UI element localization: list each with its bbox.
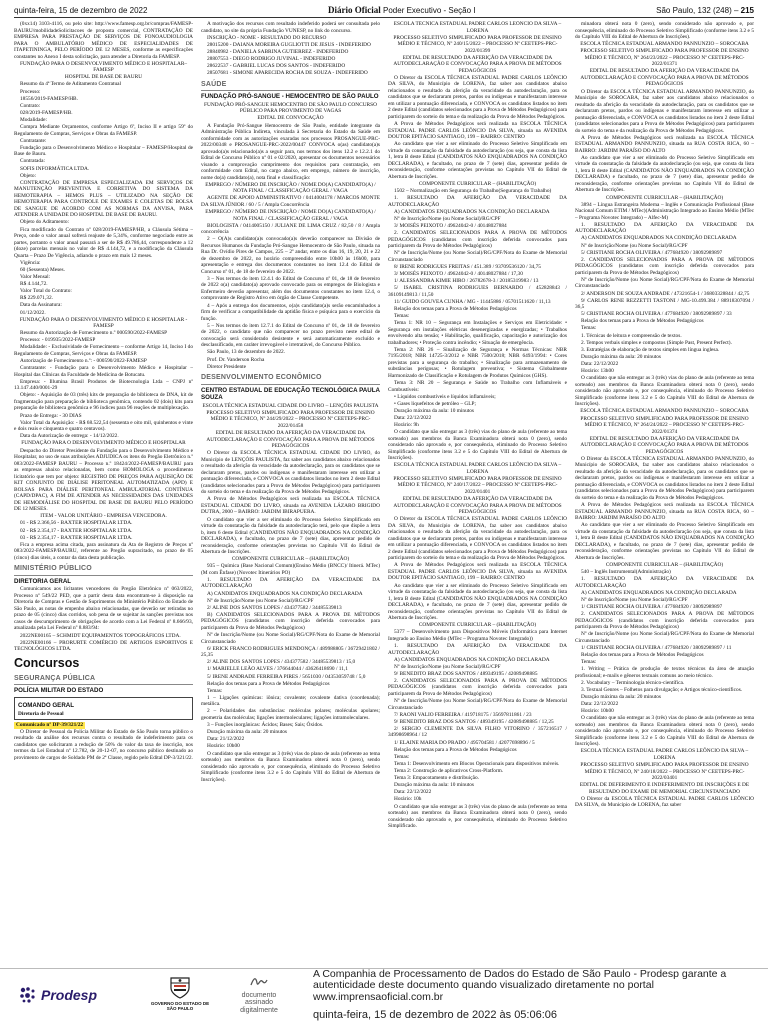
paragraph: AGENTE DE APOIO ADMINISTRATIVO / 0414004178 / MARCOS MONTE DA SILVA JÚNIOR / 60 / 5 / Ampla Concorrência	[201, 195, 380, 208]
paragraph: A motivação dos recursos com resultado indeferido poderá ser consultada pelo candidato, no site da própria Fundação VUNESP, no link do concurso.	[201, 21, 380, 34]
paragraph: FUNDAÇÃO PARA O DESENVOLVIMENTO MÉDICO E HOSPITALAR–FAMESP	[19, 60, 188, 74]
paragraph: Despacho do Diretor Presidente da Fundação para o Desenvolvimento Médico e Hospitalar, no uso de suas atribuições ADJUDICA os itens do Pregão Eletrônico n.º 083/2022-FAMESP BAURU – Processo n.º 18424/2022-FAMESP/BAURU para as empresas abaixo relacionadas, bem como HOMOLOGA o procedimento licitatório que tem por objeto: REGISTRO DE PREÇOS PARA AQUISIÇÃO DE KIT CONJUNTO DE DIÁLISE PERITONEAL AUTOMATIZADA (APD) E BOLSAS PARA DIÁLISE PERITONEAL AMBULATORIAL CONTÍNUA (CAPD/DPAC), A FIM DE ATENDER AS NECESSIDADES DAS UNIDADES DE HEMODIÁLISE DO HOSPITAL DE BASE DE BAURU PELO PERÍODO DE 12 MESES.	[14, 447, 193, 513]
paragraph: 2 – Polaridades das substâncias: moléculas polares; moléculas apolares; geometria das moléculas; ligações intermoleculares; ligações intramoleculares.	[201, 708, 380, 721]
paragraph: 3. Textual Genres – Folhetos para divulgação; e Artigos técnico-científicos.	[581, 686, 743, 693]
paragraph: 1. Writing – Prática de produção de textos técnicos da área de atuação profissional; e-mails e gêneros textuais comuns ao meio técnico.	[575, 666, 754, 679]
paragraph: ESCOLA TÉCNICA ESTADUAL PADRE CARLOS LEÔNCIO DA SILVA – LORENA	[393, 462, 562, 475]
paragraph: SOFIS INFORMÁTICA LTDA.	[20, 165, 90, 172]
paragraph: 28807553 - DIEGO RODRIGO JUVINAL - INDEFERIDO	[207, 55, 336, 62]
paragraph: COMPONENTE CURRICULAR – (HABILITAÇÃO)	[605, 194, 724, 201]
paragraph: A Prova de Métodos Pedagógicos será realizada na ESCOLA TÉCNICA ESTADUAL PADRE CARLOS LEÔNCIO DA SILVA, situada na AVENIDA DOUTOR EPITÁCIO SANTIAGO, 199 – BAIRRO: CENTRO	[388, 562, 567, 582]
paragraph: 5/ CRISTIANE ROCHA OLIVEIRA / 477684920 / 38092989897 / 33	[581, 311, 732, 318]
paragraph: 1. RESULTADO DA AFERIÇÃO DA VERACIDADE DA AUTODECLARAÇÃO	[388, 195, 567, 208]
paragraph: 935 – Química (Base Nacional Comum)(Ensino Médio (BNCC)/ Itinerá. MTec) (M com Ênfase) (Novotec Itinerários PO)	[201, 563, 380, 576]
centro-paula-souza-title: CENTRO ESTADUAL DE EDUCAÇÃO TECNOLÓGICA PAULA SOUZA	[201, 386, 380, 402]
paragraph: Tema 2: NR 26 – Sinalização de Segurança e Normas Técnicas: NBR 7195/2018; NBR 14725-3/2012 e NBR 7500/2018; NBR 6493/1994: • Cores previstas para a segurança do trabalho; • Sinalização para armazenamento de substâncias perigosas; • Rotulagem preventiva; • Sistema Globalmente Harmonizado de Classificação e Rotulagem de Produtos Químicos (GHS).	[388, 346, 567, 379]
paragraph: Objeto: - Aquisição de 03 (três) kits de preparação de biblioteca de DNA, kit de fragmentação para preparação de biblioteca genômica, contendo 02 (dois) kits para preparação de biblioteca genômica e 96 índices para 96 reações de multiplexação.	[14, 392, 193, 412]
comunicado-stamp: Comunicado nº DP-39/321/22	[16, 722, 84, 729]
signature-icon	[250, 975, 268, 989]
paragraph: R$ 229.071,32.	[20, 295, 53, 302]
paragraph: A Fundação Pró-Sangue Hemocentro de São Paulo, entidade integrante da Administração Pública Indireta, vinculada à Secretaria do Estado da Saúde em conformidade com as autorizações exaradas nos processos PROSANGUE-PRC-2022/00348 e PROSANGUE-PRC-2022/00447 CONVOCA o(as) candidato(a)s aprovado(a)s relacionado(a)s a seguir para, nos termos dos itens 12.2 e 12.2.1 do Edital de Concurso Público nº 01 e 02/2020, apresentar os documentos necessários visando a comprovação cumprimento dos requisitos para contratação, em conformidade com Edital, no cargo abaixo, em emprego, número de inscrição, nome do(a) candidato(a), nota final e classificação:	[201, 122, 380, 181]
sp-coat-of-arms-icon	[167, 974, 193, 1000]
paragraph: 28840982 - DANIELA SABRINA GUTIERREZ - INDEFERIDO	[207, 48, 349, 55]
paragraph: EDITAL DE RESULTADO DA AFERIÇÃO DA VERACIDADE DA AUTODECLARAÇÃO E CONVOCAÇÃO PARA A PROVA DE MÉTODOS PEDAGÓGICOS	[580, 68, 749, 88]
paragraph: Relação dos temas para a Prova de Métodos Pedagógicos	[394, 305, 517, 312]
paragraph: O candidato que vier a ser eliminado do Processo Seletivo Simplificado em virtude da constatação da falsidade da autodeclaração terá, pelo que dispõe a letra b, item 6 deste Edital (CANDIDATOS NÃO ENQUADRADOS NA CONDIÇÃO DECLARADA), e facultado, no prazo de 7 (sete) dias, apresentar pedido de reconsideração, conforme orientações previstas no Capítulo VII do Edital de Abertura de Inscrições.	[201, 516, 380, 556]
paragraph: ESCOLA TÉCNICA ESTADUAL PADRE CARLOS LEÔNCIO DA SILVA – LORENA	[580, 748, 749, 761]
paragraph: Nº de Inscrição/Nome (ou Nome Social)/RG/CPF	[394, 663, 501, 670]
paragraph: Processo: - 019935/2022-FAMESP	[20, 337, 96, 344]
paragraph: 3894 – Língua Estrangeira Moderna – Inglês e Comunicação Profissional (Base Nacional Comum ETIM / MTec)(Administração Integrado ao Ensino Médio (MTec – Programa Novotec Integrado) – Alfec-M)	[575, 201, 754, 221]
doc-line2: assinado	[244, 999, 274, 1007]
paragraph: Nº de Inscrição/Nome (ou Nome Social)/RG/CPF/Nota do Exame de Memorial Circunstanciado	[388, 250, 567, 263]
paragraph: São Paulo, 13 de dezembro de 2022.	[207, 349, 286, 356]
paragraph: Tema 3: NR 20 – Segurança e Saúde no Trabalho com Inflamáveis e Combustíveis:	[388, 379, 567, 393]
paragraph: 3. Estratégias de elaboração de textos simples em língua inglesa.	[581, 346, 720, 353]
paragraph: Data: 22/12/2022	[581, 701, 619, 708]
paragraph: Objeto:	[20, 172, 37, 179]
paragraph: 1. Técnicas de leitura e compreensão de textos.	[581, 332, 682, 339]
paragraph: O candidato que não entregar as 3 (três) vias do plano de aula (referente ao tema sorteado) aos membros da Banca Examinadora obterá nota 0 (zero), sendo considerado não aprovado e, por consequência, eliminado do Processo Seletivo Simplificado.	[388, 803, 567, 830]
prodesp-wordmark: Prodesp	[41, 987, 98, 1003]
paragraph: ESCOLA TÉCNICA ESTADUAL CIDADE DO LIVRO – LENÇÓIS PAULISTA	[202, 402, 379, 409]
column-2	[201, 21, 380, 966]
paragraph: A Prova de Métodos Pedagógicos será realizada na ESCOLA TÉCNICA ESTADUAL ARMANDO PANNUNZIO, situada na RUA COSTA RICA, 60 – BAIRRO: JARDIM PARAÍSO DO ALTO	[575, 502, 754, 522]
paragraph: Relação dos temas para a Prova de Métodos Pedagógicos	[207, 680, 330, 687]
paragraph: 5/ CRISTIANE ROCHA OLIVEIRA / 477684920 / 38092989897	[581, 249, 723, 256]
paragraph: O candidato que não entregar as 3 (três) vias do plano de aula (referente ao tema sorteado) aos membros da Banca Examinadora obterá nota 0 (zero), sendo considerado não aprovado e, por consequência, eliminado do Processo Seletivo Simplificado (conforme itens 3.2 e 5 do Capítulo VIII do Edital de Abertura de Inscrições).	[575, 375, 754, 408]
paragraph: Autorização de Fornecimento n.º: - 000590/2022-FAMESP	[20, 358, 147, 365]
paragraph: 1 – Ligações químicas: iônica; covalente; covalente dativa (coordenada); metálica.	[201, 694, 380, 708]
paragraph: O candidato que não entregar as 3 (três) vias do plano de aula (referente ao tema sorteado) aos membros da Banca Examinadora obterá nota 0 (zero), sendo considerado não aprovado e, por consequência, eliminado do Processo Seletivo Simplificado (conforme itens 3.2 e 5 do Capítulo VIII do Edital de Abertura de Inscrições).	[201, 750, 380, 783]
paragraph: Duração máxima da aula: 10 minutos	[394, 782, 474, 789]
paragraph: Data: 22/12/2022	[394, 414, 432, 421]
paragraph: 28622537 - GABRIEL LUCAS DOS SANTOS - INDEFERIDO	[207, 63, 346, 70]
paragraph: Horário: 13h00	[581, 368, 614, 375]
comando-geral-title: COMANDO GERAL	[18, 702, 75, 710]
paragraph: 2. Vocabulary – Terminologia técnico-científica.	[581, 679, 685, 686]
paragraph: COMPONENTE CURRICULAR – (HABILITAÇÃO)	[418, 622, 537, 629]
paragraph: EDITAL DE RESULTADO DA AFERIÇÃO DA VERACIDADE DA AUTODECLARAÇÃO E CONVOCAÇÃO PARA A PROVA DE MÉTODOS PEDAGÓGICOS	[580, 435, 749, 455]
paragraph: O candidato que não entregar as 3 (três) vias do plano de aula (referente ao tema sorteado) aos membros da Banca Examinadora obterá nota 0 (zero), sendo considerado não aprovado e, por consequência, eliminado do Processo Seletivo Simplificado (conforme itens 3.2 e 5 do Capítulo VIII do Edital de Abertura de Inscrições).	[575, 715, 754, 748]
paragraph: 5377 – Desenvolvimento para Dispositivos Móveis (Informática para Internet Integrado ao Ensino Médio (MTec – Programa Novotec Integrado))	[388, 629, 567, 642]
paragraph: EDITAL DE CONVOCAÇÃO	[257, 115, 324, 122]
header-date: quinta-feira, 15 de dezembro de 2022	[14, 5, 148, 15]
paragraph: Duração máxima da aula: 10 minutos	[394, 407, 474, 414]
column-3-body	[388, 21, 567, 830]
paragraph: ITEM - VALOR UNITÁRIO - EMPRESA VENCEDORA.	[40, 513, 167, 520]
paragraph: 2. Tempos verbais simples e compostos (Simple Past, Present Perfect).	[581, 339, 732, 346]
paragraph: Prof. Dr. Vanderson Rocha	[207, 356, 265, 363]
column-4-body	[575, 21, 754, 809]
paragraph: 2/ ALINE DOS SANTOS LOPES / 434377582 / 34485539813	[207, 604, 342, 611]
paragraph: COMPONENTE CURRICULAR – (HABILITAÇÃO)	[605, 561, 724, 568]
page-number: 215	[740, 5, 754, 15]
paragraph: Temas:	[394, 753, 410, 760]
paragraph: Comunicamos aos licitantes vencedores do Pregão Eletrônico nº 063/2022, Processo nº 549/22 PED, que a partir desta data encontram-se à disposição na Diretoria de Compras e Gestão de Suprimentos do Ministério Público do Estado de São Paulo, as notas de empenho abaixo relacionadas, que deverão ser retiradas no prazo de 05 (cinco) dias corridos, sob pena de se sujeitar às sanções previstas nos casos de descumprimento de obrigações de acordo com a Lei Federal nº 8.666/93, atualizada pela Lei Federal nº 8.883/94:	[14, 586, 193, 632]
paragraph: BIOLOGISTA / 0414005150 / JULIANE DE LIMA CRUZ / 82,50 / 8 / Ampla concorrência	[201, 222, 380, 236]
paragraph: PROCESSO SELETIVO SIMPLIFICADO PARA PROFESSOR DE ENSINO MÉDIO E TÉCNICO, Nº 240/18/2022 – PROCESSO Nº CEETEPS-PRC-2022/03401	[580, 762, 749, 782]
paragraph: Tema 2: Construção de aplicativos Cross-Platform.	[394, 768, 504, 774]
paragraph: O candidato que não entregar as 3 (três) vias do plano de aula (referente ao tema sorteado) aos membros da Banca Examinadora obterá nota 0 (zero), sendo considerado não aprovado e, por consequência, eliminado do Processo Seletivo Simplificado (conforme itens 3.2 e 5 do Capítulo VIII do Edital de Abertura de Inscrições).	[388, 429, 567, 462]
paragraph: 2/ SERGIO CLEMENTE DA SILVA FILHO VITORINO / 357216517 / 34998698964 / 12	[388, 725, 567, 739]
paragraph: FUNDAÇÃO PARA O DESENVOLVIMENTO MÉDICO E HOSPITALAR	[21, 440, 186, 447]
paragraph: EDITAL DE RESULTADO DA AFERIÇÃO DA VERACIDADE DA AUTODECLARAÇÃO E CONVOCAÇÃO PARA A PROVA DE MÉTODOS PEDAGÓGICOS	[393, 54, 562, 74]
paragraph: 1/ MARIELLE LEÃO ALVES / 376644044 / 43626418690 / 11,1	[207, 666, 348, 673]
paragraph: 3/ MOISÉS PEIXOTO / 49624042-0 / 40148027884	[394, 223, 507, 229]
paragraph: Nº de Inscrição/Nome (ou Nome Social)/RG/CPF/Nota do Exame de Memorial Circunstanciado	[575, 631, 754, 644]
paragraph: COMPONENTE CURRICULAR – (HABILITAÇÃO)	[231, 556, 350, 563]
paragraph: Data da Autorização de entrega: - 14/12/2022.	[20, 433, 119, 440]
paragraph: Tema 3: Empacotamento e distribuição.	[394, 775, 479, 782]
paragraph: EDITAL DE RESULTADO DA AFERIÇÃO DA VERACIDADE DA AUTODECLARAÇÃO E CONVOCAÇÃO PARA A PROVA DE MÉTODOS PEDAGÓGICOS	[393, 496, 562, 516]
paragraph: Modalidade: - Exclusividade de Fornecimento – conforme Artigo 14, Inciso I do Regulamento de Compras, Serviços e Obras da FAMESP.	[14, 344, 193, 357]
prodesp-logo	[18, 985, 97, 1005]
paragraph: B) CANDIDATOS SELECIONADOS PARA A PROVA DE MÉTODOS PEDAGÓGICOS (candidatos com inscrição deferida convocados para participarem da Prova de Métodos Pedagógicos)	[201, 611, 380, 631]
paragraph: Duração máxima da aula: 20 minutos	[207, 729, 287, 736]
paragraph: 18556/2019-FAMESP/HB.	[20, 95, 78, 102]
section-desenvolvimento-economico: DESENVOLVIMENTO ECONÔMICO	[201, 374, 380, 385]
diretoria-geral-body	[14, 586, 193, 652]
paragraph: 3/ MOISÉS PEIXOTO / 49624042-0 / 40148027884 / 17,30	[394, 270, 523, 277]
comando-geral-box	[14, 697, 193, 720]
paragraph: 1/ CRISTIANE ROCHA OLIVEIRA / 477684920 / 38092989897	[581, 603, 723, 610]
section-ministerio-publico: MINISTÉRIO PÚBLICO	[14, 565, 193, 576]
doc-line1: documento	[241, 991, 277, 999]
paragraph: Valor Total da Aquisição: - R$ 68.522,54 (sessenta e oito mil, quinhentos e vinte e dois reais e cinquenta e quatro centavos).	[14, 419, 193, 433]
paragraph: PROCESSO SELETIVO SIMPLIFICADO PARA PROFESSOR DE ENSINO MÉDIO E TÉCNICO, Nº 264/23/2022 – PROCESSO Nº CEETEPS-PRC-2022/01371	[580, 48, 749, 68]
paragraph: Fica modificado do Contrato nº 028/2019-FAMESP/HB, a Cláusula Sétima – Preço, onde o valor anual sofrerá reajuste de 5,34%, conforme negociado entre as partes, portanto o valor anual passará a ser de R$ 49.786,44, correspondente a 12 (doze) parcelas mensais no valor de R$ 4.144,72, e a modificação da Cláusula Quarta – Prazo De Vigência, adiando o prazo em mais 12 meses.	[14, 226, 193, 259]
paragraph: Compra Mediante Orçamentos, conforme Artigo 6º, Inciso II e artigo 59º do Regulamento de Compras, Serviços e Obras da FAMESP.	[14, 124, 193, 137]
paragraph: ESCOLA TÉCNICA ESTADUAL PADRE CARLOS LEÔNCIO DA SILVA – LORENA	[393, 21, 562, 34]
paragraph: EMPREGO / NÚMERO DE INSCRIÇÃO / NOME DO(A) CANDIDATO(A) / NOTA FINAL / CLASSIFICAÇÃO GERAL / VAGA	[205, 209, 376, 222]
paragraph: 540 – Inglês Instrumental(Administração)	[581, 568, 671, 575]
journal-title: Diário Oficial	[328, 5, 381, 15]
paragraph: Processo:	[20, 88, 41, 95]
paragraph: 5 – Nos termos do item 12.7.1 do Edital de Concurso nº 01, de 18 de fevereiro de 2022, o candidato que não comparecer no prazo previsto neste edital de convocação será considerado desistente e será automaticamente excluído e desclassificado, em caráter irrevogável e irretratável, do Concurso Público.	[201, 322, 380, 349]
paragraph: O Diretor da ESCOLA TÉCNICA ESTADUAL CIDADE DO LIVRO, do Município de LENÇÓIS PAULISTA, faz saber aos candidatos abaixo relacionados o resultado da aferição da veracidade da autodeclaração, para os candidatos que se declararam pretos, pardos ou indígenas e manifestaram interesse em utilizar a pontuação diferenciada, e CONVOCA os candidatos listados no item 2 deste Edital (candidatos selecionados para a Prova de Métodos Pedagógicos) para participarem do sorteio do tema e da realização da Prova de Métodos Pedagógicos.	[201, 450, 380, 496]
paragraph: 2. CANDIDATOS SELECIONADOS PARA A PROVA DE MÉTODOS PEDAGÓGICOS (candidatos com inscrição deferida convocados para participarem da Prova de Métodos Pedagógicos)	[388, 230, 567, 250]
paragraph: 7/ RAONI VALIO FERREIRA / 419718175 / 35697811861 / 23	[394, 711, 532, 718]
header-right	[656, 6, 754, 15]
paragraph: O Diretor da ESCOLA TÉCNICA ESTADUAL ARMANDO PANNUNZIO, do Município de SOROCABA, faz saber aos candidatos abaixo relacionados o resultado da aferição da veracidade da autodeclaração, para os candidatos que se declararam pretos, pardos ou indígenas e manifestaram interesse em utilizar a pontuação diferenciada, e CONVOCA os candidatos listados no item 2 deste Edital (candidatos selecionados para a Prova de Métodos Pedagógicos) para participarem do sorteio do tema e da realização da Prova de Métodos Pedagógicos.	[575, 88, 754, 134]
governo-sp-text: GOVERNO DO ESTADO DE SÃO PAULO	[150, 1000, 210, 1011]
paragraph: 1/ CRISTIANE ROCHA OLIVEIRA / 477684920 / 38092989897 / 11	[581, 644, 732, 651]
paragraph: O Diretor da ESCOLA TÉCNICA ESTADUAL PADRE CARLOS LEÔNCIO DA SILVA, do Município de LORENA, faz saber aos candidatos abaixo relacionados o resultado da aferição da veracidade da autodeclaração, para os candidatos que se declararam pretos, pardos ou indígenas e manifestaram interesse em utilizar a pontuação diferenciada, e CONVOCA os candidatos listados no item 2 deste Edital (candidatos selecionados para a Prova de Métodos Pedagógicos) para participarem do sorteio do tema e da realização da Prova de Métodos Pedagógicos.	[388, 516, 567, 562]
paragraph: 1. RESULTADO DA AFERIÇÃO DA VERACIDADE DA AUTODECLARAÇÃO	[201, 576, 380, 590]
paragraph: Horário: 9h	[394, 422, 419, 429]
paragraph: O Diretor da ESCOLA TÉCNICA ESTADUAL ARMANDO PANNUNZIO, do Município de SOROCABA, faz saber aos candidatos abaixo relacionados o resultado da aferição da veracidade da autodeclaração, para os candidatos que se declararam pretos, pardos ou indígenas e manifestaram interesse em utilizar a pontuação diferenciada, e CONVOCA os candidatos listados no item 2 deste Edital (candidatos selecionados para a Prova de Métodos Pedagógicos) para participarem do sorteio do tema e da realização da Prova de Métodos Pedagógicos.	[575, 455, 754, 501]
paragraph: EMPREGO / NÚMERO DE INSCRIÇÃO / NOME DO(A) CANDIDATO(A) / NOTA FINAL / CLASSIFICAÇÃO GERAL / VAGA	[205, 181, 376, 195]
paragraph: R$ 4.144,72.	[20, 281, 48, 288]
paragraph: Horário: 10h	[394, 796, 422, 803]
paragraph: A) CANDIDATOS ENQUADRADOS NA CONDIÇÃO DECLARADA	[207, 590, 363, 597]
paragraph: 1/ ALESSANDRA KIMIE HIRO / 26782678-3 / 20185319983 / 13	[394, 278, 539, 285]
paragraph: 02 - R$ 2.354,17 - BAXTER HOSPITALAR LTDA.	[20, 527, 133, 534]
paragraph: PROCESSO SELETIVO SIMPLIFICADO PARA PROFESSOR DE ENSINO MÉDIO E TÉCNICO, Nº 240/17/2022 – PROCESSO Nº CEETEPS-PRC-2022/01401	[393, 475, 562, 495]
paragraph: (0xx14) 3103-4116, ou pelo site: http://www.famesp.org.br/compras/FAMESP-BAURU/mobilidadeSolicitacoes de proposta comercial, CONTRATAÇÃO DE EMPRESA PARA PRESTAÇÃO DE SERVIÇOS DE FONOAUDIOLOGIA PARA O AMBULATÓRIO MÉDICO DE ESPECIALIDADES DE ITAPETININGA, PELO PERÍODO DE 12 MESES, conforme as especificações constantes no Anexo I desta solicitação, para atender a Diretoria da FAMESP.	[14, 21, 193, 60]
paragraph: Temas:	[394, 313, 410, 320]
paragraph: COMPONENTE CURRICULAR – (HABILITAÇÃO)	[418, 180, 537, 187]
paragraph: 5/ IRENE ANDRADE FERREIRA PIRES / 5651030 / 04353059748 / 5,0	[207, 673, 366, 680]
page-header	[14, 3, 754, 18]
diretoria-geral-title: DIRETORIA GERAL	[14, 577, 72, 585]
paragraph: 1. RESULTADO DA AFERIÇÃO DA VERACIDADE DA AUTODECLARAÇÃO	[388, 643, 567, 656]
comunicado-text: O Diretor de Pessoal da Polícia Militar do Estado de São Paulo torna público o resultado da análise dos recursos contra o resultado de indeferimento para os candidatos que solicitaram a redução de 50% do valor da taxa de inscrição, nos termos da Lei Estadual nº 12.782, de 20-12-07, no concurso público destinado ao provimento de cargos de Soldado PM de 2ª Classe, regido pelo Edital DP-3/321/22.	[14, 728, 193, 761]
prodesp-mark-icon	[18, 985, 38, 1005]
paragraph: 028/2019-FAMESP/HB.	[20, 109, 73, 116]
concursos-heading: Concursos	[14, 655, 80, 670]
paragraph: 1. RESULTADO DA AFERIÇÃO DA VERACIDADE DA AUTODECLARAÇÃO	[575, 576, 754, 589]
paragraph: 2022NE00165 – SCHMIDT EQUIPAMENTOS TOPOGRÁFICOS LTDA.	[20, 632, 181, 639]
paragraph: 2022NE00166 – PRORURTE COMÉRCIO DE ARTIGOS ESPORTIVOS E TECNOLÓGICOS LTDA.	[14, 639, 193, 653]
diretoria-pessoal: Diretoria de Pessoal	[18, 710, 64, 717]
paragraph: 03 - R$ 2.354,17 - BAXTER HOSPITALAR LTDA.	[20, 534, 133, 541]
paragraph: Fundação para o Desenvolvimento Médico e Hospitalar – FAMESP/Hospital de Base de Bauru.	[14, 144, 193, 158]
paragraph: 6/ ERICK FRANCO RODRIGUES MENDONÇA / 489988805 / 36729421802 / 25,35	[201, 645, 380, 659]
paragraph: A) CANDIDATOS ENQUADRADOS NA CONDIÇÃO DECLARADA	[581, 589, 737, 596]
paragraph: ESCOLA TÉCNICA ESTADUAL ARMANDO PANNUNZIO – SOROCABA	[580, 408, 749, 415]
paragraph: Nº de Inscrição/Nome (ou Nome Social)/RG/CPF	[581, 596, 688, 603]
paragraph: Empresa: - Illumina Brasil Produtos de Biotecnologia Ltda – CNPJ nº 13.147.440/0001-29	[14, 378, 193, 392]
section-seguranca-publica: SEGURANÇA PÚBLICA	[14, 675, 193, 686]
paragraph: Nº de Inscrição/Nome (ou Nome Social)/RG/CPF/Nota do Exame de Memorial Circunstanciado	[388, 698, 567, 711]
column-2-body	[201, 21, 380, 77]
paragraph: 8/ IRENE RODRIGUES FREITAS / 451.389 / 93709536120 / 34,75	[394, 263, 541, 270]
paragraph: 60 (Sessenta) Meses.	[20, 266, 65, 273]
paragraph: 2. CANDIDATOS SELECIONADOS PARA A PROVA DE MÉTODOS PEDAGÓGICOS (candidatos com inscrição deferida convocados para participarem da Prova de Métodos Pedagógicos)	[575, 256, 754, 276]
paragraph: PROCESSO SELETIVO SIMPLIFICADO PARA PROFESSOR DE ENSINO MÉDIO E TÉCNICO, Nº 240/15/2022 – PROCESSO Nº CEETEPS-PRC-2022/01399	[393, 34, 562, 54]
paragraph: Ao candidato que vier a ser eliminado do Processo Seletivo Simplificado em virtude da constatação da falsidade da autodeclaração (ou seja, que consta da lista 1, letra B deste Edital (CANDIDATOS NÃO ENQUADRADOS NA CONDIÇÃO DECLARADA), e facultado, no prazo de 7 (sete) dias, apresentar pedido de reconsideração, conforme orientações previstas no Capítulo VII do Edital de Abertura de Inscrições.	[575, 522, 754, 561]
paragraph: Prazo de Entrega: - 30 DIAS	[20, 412, 82, 419]
footer-timestamp: quinta-feira, 15 de dezembro de 2022 às 05:06:06	[313, 1009, 558, 1021]
paragraph: Horário: 10h00	[581, 708, 614, 715]
authenticity-notice: A Companhia de Processamento de Dados do Estado de São Paulo - Prodesp garante a autenticidade deste documento quando visualizado diretamente no portal www.imprensaoficial.com.br	[313, 968, 727, 1003]
paragraph: 1/ ELAINE MARIA DO PRADO / 495704581 / 42077698896 / 5	[394, 739, 535, 746]
paragraph: PROCESSO SELETIVO SIMPLIFICADO PARA PROFESSOR DE ENSINO MÉDIO E TÉCNICO, Nº 264/24/2022 – PROCESSO Nº CEETEPS-PRC-2022/01374	[580, 415, 749, 435]
paragraph: 1. RESULTADO DA AFERIÇÃO DA VERACIDADE DA AUTODECLARAÇÃO	[575, 221, 754, 235]
paragraph: Nº de Inscrição/Nome (ou Nome Social)/RG/CPF	[207, 597, 314, 604]
paragraph: FUNDAÇÃO PARA O DESENVOLVIMENTO MÉDICO E HOSPITALAR - FAMESP	[19, 316, 188, 330]
paragraph: A Prova de Métodos Pedagógicos será realizada na ESCOLA TÉCNICA ESTADUAL CIDADE DO LIVRO, situada na AVENIDA LÁZARO BRIGIDO DUTRA, 2000 – BAIRRO: JARDIM IBIRAPUERA.	[201, 496, 380, 516]
paragraph: Nº de Inscrição/Nome (ou Nome Social)/RG/CPF/Nota do Exame de Memorial Circunstanciado	[575, 276, 754, 290]
paragraph: 5/ ISABEL CRISTINA RODRIGUES BERNARDO / 452828843 / 36109149813 / 11,50	[388, 285, 567, 298]
paragraph: Nº de Inscrição/Nome (ou Nome Social)/RG/CPF	[581, 242, 688, 249]
paragraph: • Gases liquefeitos de petróleo – GLP;	[394, 400, 477, 407]
doc-line3: digitalmente	[240, 1007, 278, 1015]
paragraph: Contrato:	[20, 102, 41, 109]
paragraph: Relação dos temas para a Prova de Métodos Pedagógicos	[394, 746, 517, 753]
column-4	[575, 21, 754, 966]
paragraph: ESCOLA TÉCNICA ESTADUAL ARMANDO PANNUNZIO – SOROCABA	[580, 41, 749, 48]
header-volume: São Paulo, 132 (248) –	[656, 5, 741, 15]
paragraph: O Diretor da ESCOLA TÉCNICA ESTADUAL PADRE CARLOS LEÔNCIO DA SILVA, do Município de LORENA, faz saber	[575, 795, 754, 809]
paragraph: 11/ GUIDO GOUVEA CUNHA / MG - 11445886 / 05701511620 / 11,13	[394, 298, 551, 305]
paragraph: Data: 22/12/2022	[394, 789, 432, 796]
paragraph: Contratante:	[20, 137, 47, 144]
paragraph: 2/ ANDERSON DE SOUZA ANDRADE / 47321654-1 / 36803328844 / 42,75	[581, 290, 750, 297]
column-1	[14, 21, 193, 966]
paragraph: 2. CANDIDATOS SELECIONADOS PARA A PROVA DE MÉTODOS PEDAGÓGICOS (candidatos com inscrição deferida convocados para participarem da Prova de Métodos Pedagógicos)	[388, 677, 567, 697]
paragraph: 9/ BENEDITO BRAZ DOS SANTOS / 489349195 / 42089498885	[394, 670, 538, 677]
columns	[14, 21, 754, 966]
paragraph: Temas:	[581, 325, 597, 332]
paragraph: A) CANDIDATOS ENQUADRADOS NA CONDIÇÃO DECLARADA	[581, 235, 737, 242]
paragraph: Data: 21/12/2022	[207, 736, 245, 743]
governo-sp-logo	[148, 974, 212, 1012]
paragraph: A) CANDIDATOS ENQUADRADOS NA CONDIÇÃO DECLARADA	[394, 208, 550, 215]
section-saude: SAÚDE	[201, 81, 380, 92]
header-journal	[328, 5, 475, 15]
paragraph: 2. CANDIDATOS SELECIONADOS PARA A PROVA DE MÉTODOS PEDAGÓGICOS (candidatos com inscrição deferida convocados para participarem da Prova de Métodos Pedagógicos)	[575, 611, 754, 631]
paragraph: Tema 1: NR 10 – Segurança em Instalações e Serviços em Eletricidade: • Segurança em instalações elétricas desenergizadas e energizadas; • Trabalhos envolvendo alta tensão; • Habilitação, qualificação, capacitação e autorização dos trabalhadores; • Proteção contra incêndio; • Situação de emergência.	[388, 320, 567, 346]
paragraph: Ao candidato que vier a ser eliminado do Processo Seletivo Simplificado em virtude da constatação da falsidade da autodeclaração (ou seja, que consta da lista 1, letra B deste Edital (CANDIDATOS NÃO ENQUADRADOS NA CONDIÇÃO DECLARADA), e facultado, no prazo de 7 (sete) dias, apresentar pedido de reconsideração, conforme orientações previstas no Capítulo VII do Edital de Abertura de Inscrições.	[388, 582, 567, 622]
paragraph: FUNDAÇÃO PRÓ-SANGUE HEMOCENTRO DE SÃO PAULO CONCURSO PÚBLICO PARA PROVIMENTO DE VAGAS	[204, 101, 377, 115]
paragraph: Fica a empresa acima citada, para assinatura da Ata de Registro de Preços nº 083/2022-FAMESP/BAURU, referente ao Pregão supracitado, no prazo de 05 (cinco) dias úteis, a contar da data desta publicação.	[14, 541, 193, 561]
paragraph: Relação dos temas para a Prova de Métodos Pedagógicos	[581, 318, 704, 325]
paragraph: Resumo da 4ª Termo de Aditamento Contratual	[20, 81, 122, 88]
paragraph: minadora obterá nota 0 (zero), sendo considerado não aprovado e, por consequência, eliminado do Processo Seletivo Simplificado (conforme itens 3.2 e 5 do Capítulo VIII do Edital de Abertura de Inscrições).	[575, 21, 754, 41]
paragraph: • Líquidos combustíveis e líquidos inflamáveis;	[394, 393, 496, 400]
centro-paula-souza-body	[201, 403, 380, 783]
fundacao-pro-sangue-title: FUNDAÇÃO PRÓ-SANGUE - HEMOCENTRO DE SÃO PAULO	[201, 93, 379, 101]
paragraph: Temas:	[207, 687, 223, 694]
paragraph: 3 – Funções inorgânicas: Ácidos; Bases; Sais; Óxidos.	[207, 722, 324, 729]
paragraph: HOSPITAL DE BASE DE BAURU	[64, 74, 143, 81]
paragraph: 01/12/2022.	[20, 309, 46, 316]
paragraph: 9/ BENEDITO BRAZ DOS SANTOS / 489349195 / 42089498885 / 12,25	[394, 718, 554, 725]
paragraph: 4 – Após a entrega dos documentos, o(a)s candidato(a)s serão encaminhados a firm de verificar a compatibilidade da aptidão física e psíquica para o exercício da função.	[201, 302, 380, 322]
paragraph: 28507681 - SIMONE APARECIDA ROCHA DE SOUZA - INDEFERIDO	[207, 70, 368, 77]
column-3	[388, 21, 567, 966]
paragraph: 9/ CARLOS RENE REZZETTI TASTONI / MG-10.499.384 / 88918307094 / 36,5	[575, 297, 754, 311]
paragraph: Nº de Inscrição/Nome (ou Nome Social)/RG/CPF/Nota do Exame de Memorial Circunstanciado	[201, 632, 380, 645]
paragraph: 3 – Nos termos do item 12.4.1 do Edital de Concurso nº 01, de 18 de fevereiro de 2022 o(a) candidato(a) aprovado convocado para os empregos de Biologista e Enfermeiro deverão apresentar, além dos documentos constantes no item 12.4, o comprovante de Registro Ativo em órgão de Classe Competente.	[201, 275, 380, 302]
paragraph: A) CANDIDATOS ENQUADRADOS NA CONDIÇÃO DECLARADA	[394, 656, 550, 663]
paragraph: Duração máxima da aula: 20 minutos	[581, 353, 661, 360]
paragraph: Relação dos temas para a Prova de Métodos Pedagógicos	[581, 651, 704, 658]
paragraph: Diretor Presidente	[207, 363, 247, 370]
paragraph: A Prova de Métodos Pedagógicos será realizada na ESCOLA TÉCNICA ESTADUAL ARMANDO PANNUNZIO, situada na RUA COSTA RICA, 60 – BAIRRO: JARDIM PARAÍSO DO ALTO	[575, 134, 754, 154]
paragraph: Data da Assinatura:	[20, 302, 62, 309]
paragraph: Nº de Inscrição/Nome (ou Nome Social)/RG/CPF	[394, 215, 501, 222]
policia-militar-title: POLÍCIA MILITAR DO ESTADO	[14, 687, 104, 695]
paragraph: A Prova de Métodos Pedagógicos será realizada na ESCOLA TÉCNICA ESTADUAL PADRE CARLOS LEÔNCIO DA SILVA, situada na AVENIDA DOUTOR EPITÁCIO SANTIAGO, 199 – BAIRRO: CENTRO	[388, 121, 567, 141]
paragraph: O Diretor da ESCOLA TÉCNICA ESTADUAL PADRE CARLOS LEÔNCIO DA SILVA, do Município de LORENA, faz saber aos candidatos abaixo relacionados o resultado da aferição da veracidade da autodeclaração, para os candidatos que se declararam pretos, pardos ou indígenas e manifestaram interesse em utilizar a pontuação diferenciada, e CONVOCA os candidatos listados no item 2 deste Edital (candidatos selecionados para a Prova de Métodos Pedagógicos) para participarem do sorteio do tema e da realização da Prova de Métodos Pedagógicos.	[388, 74, 567, 120]
paragraph: 2 – O(A)s candidato(a)s convocado(a)s deverão comparecer na Divisão de Recursos Humanos da Fundação Pró-Sangue Hemocentro de São Paulo, situada na Rua Dr. Ovídio Pires de Campos, 225 – 2º andar, entre os dias 16, 19, 20, 21 e 22 de dezembro de 2022, no horário compreendido entre 10h00 às 16h00, para apresentação e entrega dos documentos constantes no item 12.4 do Edital de Concurso nº 01, de 18 de fevereiro de 2022.	[201, 236, 380, 275]
paragraph: Data: 22/12/2022	[581, 361, 619, 368]
paragraph: CONTRATAÇÃO DE EMPRESA ESPECIALIZADA EM SERVIÇOS DE MANUTENÇÃO PREVENTIVA E CORRETIVA DO SISTEMA DA HEMOTERAPIA – HEMOS PLUS – UTILIZADO NA SEÇÃO DE HEMOTERAPIA PARA CONTROLE DE EXAMES E COLETAS DE BOLSA DE SANGUE DE ACORDO COM AS NORMAS DA ANVISA, PARA ATENDER A UNIDADE DO HOSPITAL DE BASE DE BAURU.	[14, 179, 193, 219]
paragraph: Horário: 10h00	[207, 743, 240, 750]
paragraph: Contratante: - Fundação para o Desenvolvimento Médico e Hospitalar – Hospital das Clínicas da Faculdade de Medicina de Botucatu.	[14, 365, 193, 378]
paragraph: EDITAL DE RESULTADO DA AFERIÇÃO DA VERACIDADE DA AUTODECLARAÇÃO E CONVOCAÇÃO PARA A PROVA DE MÉTODOS PEDAGÓGICOS	[206, 430, 375, 450]
journal-section: Poder Executivo - Seção I	[380, 6, 476, 15]
paragraph: Contratada:	[20, 158, 45, 165]
paragraph: Temas:	[581, 659, 597, 665]
page-footer	[0, 968, 768, 1025]
column-1-body	[14, 21, 193, 561]
paragraph: EDITAL DE DEFERIMENTO E INDEFERIMENTO DE INSCRIÇÕES E DE RESULTADO DO EXAME DE MEMORIAL CIRCUNSTANCIADO	[579, 782, 750, 795]
fundacao-pro-sangue-body	[201, 102, 380, 370]
paragraph: Ao candidato que vier a ser eliminado do Processo Seletivo Simplificado em virtude da constatação da falsidade da autodeclaração (ou seja, que consta da lista 1, letra B deste Edital (CANDIDATOS NÃO ENQUADRADOS NA CONDIÇÃO DECLARADA) e facultado, no prazo de 7 (sete) dias, apresentar pedido de reconsideração, conforme orientações previstas no Capítulo VII do Edital de Abertura de Inscrições.	[575, 154, 754, 194]
paragraph: 01 - R$ 2.366,56 - BAXTER HOSPITALAR LTDA.	[20, 520, 133, 527]
paragraph: Vigência:	[20, 259, 41, 266]
paragraph: Resumo da Autorização de Fornecimento n.º 000590/2022-FAMESP	[20, 330, 168, 337]
paragraph: Valor Mensal:	[20, 273, 51, 280]
paragraph: 2/ ALINE DOS SANTOS LOPES / 434377582 / 34485539813 / 15,0	[207, 659, 356, 666]
paragraph: Ao candidato que vier a ser eliminado do Processo Seletivo Simplificado em virtude da constatação da falsidade da autodeclaração (ou seja, que consta da lista 1, letra B deste Edital (CANDIDATOS NÃO ENQUADRADOS NA CONDIÇÃO DECLARADA), e facultado, no prazo de 7 (sete) dias, apresentar pedido de reconsideração, conforme orientações previstas no Capítulo VII do Edital de Abertura de Inscrições.	[388, 141, 567, 180]
paragraph: INSCRIÇÃO - NOME - RESULTADO DO RECURSO	[207, 34, 327, 41]
paragraph: 28015200 - DAIANA MOREIRA GUGLIOTTI DE JESUS - INDEFERIDO	[207, 41, 371, 48]
paragraph: Duração máxima da aula: 20 minutos	[581, 693, 661, 700]
paragraph: Modalidade:	[20, 116, 48, 123]
documento-assinado-badge	[228, 975, 290, 1015]
paragraph: PROCESSO SELETIVO SIMPLIFICADO PARA PROFESSOR DE ENSINO MÉDIO E TÉCNICO, Nº 244/29/2022 – PROCESSO Nº CEETEPS-PRC-2022/01458	[206, 409, 375, 429]
paragraph: Objeto do Aditamento:	[20, 219, 69, 226]
paragraph: 1502 – Normalização em Segurança do Trabalho(Segurança do Trabalho)	[394, 188, 552, 195]
paragraph: Tema 1: Desenvolvimento em Blocos Operacionais para dispositivos móveis.	[394, 760, 560, 767]
paragraph: Valor Total do Contrato:	[20, 288, 72, 295]
